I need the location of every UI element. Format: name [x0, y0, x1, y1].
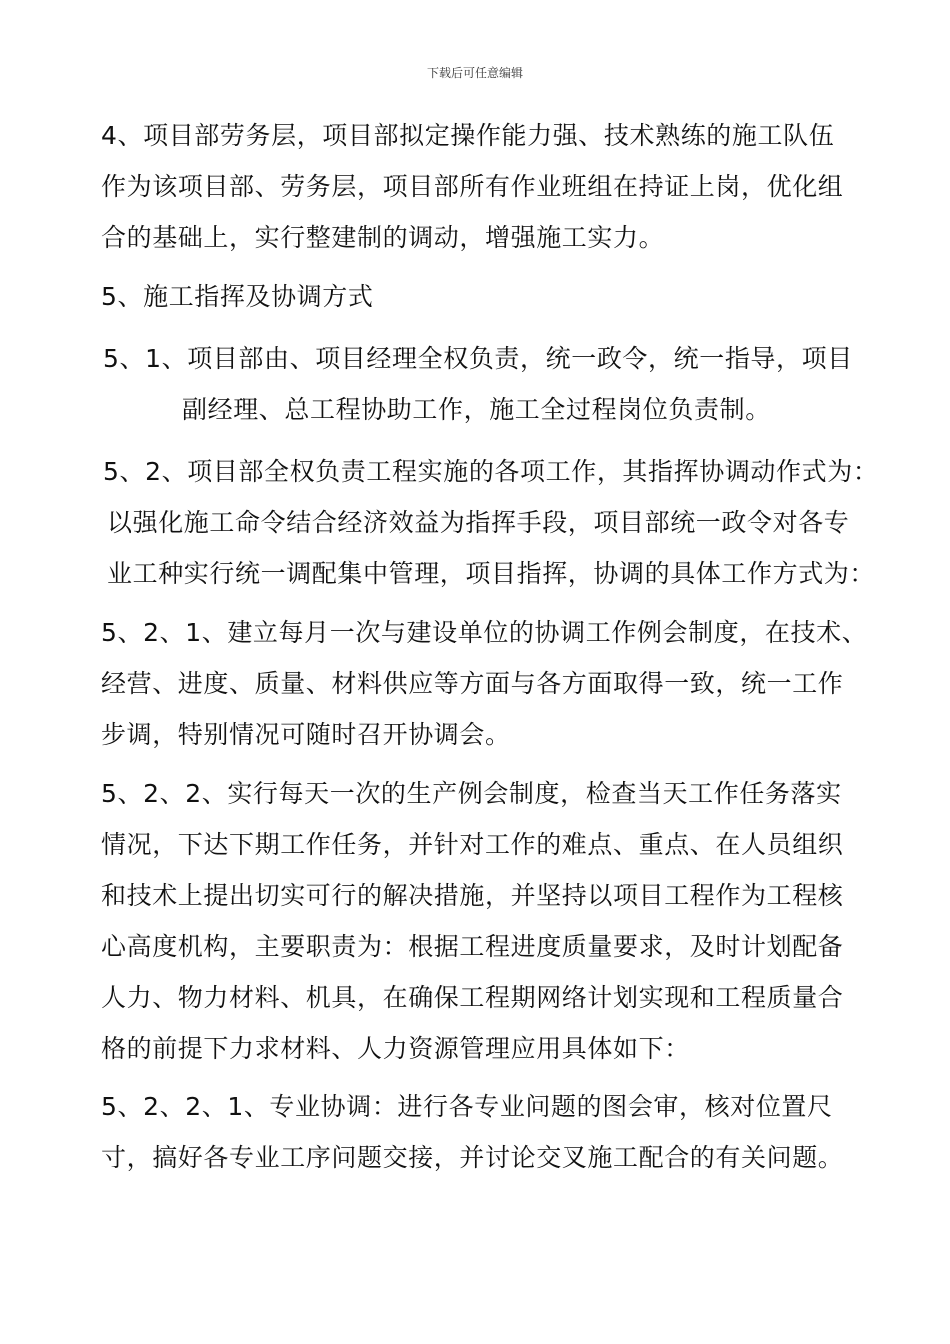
text-line: 以强化施工命令结合经济效益为指挥手段，项目部统一政令对各专 — [107, 508, 850, 537]
text-line: 步调，特别情况可随时召开协调会。 — [101, 720, 511, 749]
text-line: 5、1、项目部由、项目经理全权负责，统一政令，统一指导，项目 — [103, 344, 853, 373]
text-line: 副经理、总工程协助工作，施工全过程岗位负责制。 — [182, 395, 771, 424]
paragraph-item-5-2-2-1 — [101, 1081, 843, 1183]
paragraph-labor-layer — [101, 110, 843, 263]
text-line: 和技术上提出切实可行的解决措施，并坚持以项目工程作为工程核 — [101, 881, 844, 910]
text-line: 心高度机构，主要职责为：根据工程进度质量要求，及时计划配备 — [101, 932, 844, 961]
text-line: 5、2、1、建立每月一次与建设单位的协调工作例会制度，在技术、 — [101, 618, 868, 647]
section-heading-command-coordination — [101, 271, 374, 322]
text-line: 经营、进度、质量、材料供应等方面与各方面取得一致，统一工作 — [101, 669, 844, 698]
text-line: 合的基础上，实行整建制的调动，增强施工实力。 — [101, 223, 665, 252]
text-line: 寸，搞好各专业工序问题交接，并讨论交叉施工配合的有关问题。 — [101, 1143, 844, 1172]
text-line: 5、2、项目部全权负责工程实施的各项工作，其指挥协调动作式为： — [103, 457, 879, 486]
paragraph-item-5-1 — [103, 333, 853, 435]
text-line: 5、2、2、1、专业协调：进行各专业问题的图会审，核对位置尺 — [101, 1092, 833, 1121]
text-line: 业工种实行统一调配集中管理，项目指挥，协调的具体工作方式为： — [107, 559, 876, 588]
text-line: 4、项目部劳务层，项目部拟定操作能力强、技术熟练的施工队伍 — [101, 121, 835, 150]
text-line: 5、2、2、实行每天一次的生产例会制度，检查当天工作任务落实 — [101, 779, 842, 808]
text-line: 格的前提下力求材料、人力资源管理应用具体如下： — [101, 1034, 690, 1063]
text-line: 5、施工指挥及协调方式 — [101, 282, 374, 311]
paragraph-item-5-2 — [103, 446, 878, 599]
text-line: 作为该项目部、劳务层，项目部所有作业班组在持证上岗，优化组 — [101, 172, 844, 201]
text-line: 人力、物力材料、机具，在确保工程期网络计划实现和工程质量合 — [101, 983, 844, 1012]
paragraph-item-5-2-1 — [101, 607, 867, 760]
paragraph-item-5-2-2 — [101, 768, 843, 1074]
text-line: 情况，下达下期工作任务，并针对工作的难点、重点、在人员组织 — [101, 830, 844, 859]
page-header-note: 下载后可任意编辑 — [426, 66, 523, 80]
